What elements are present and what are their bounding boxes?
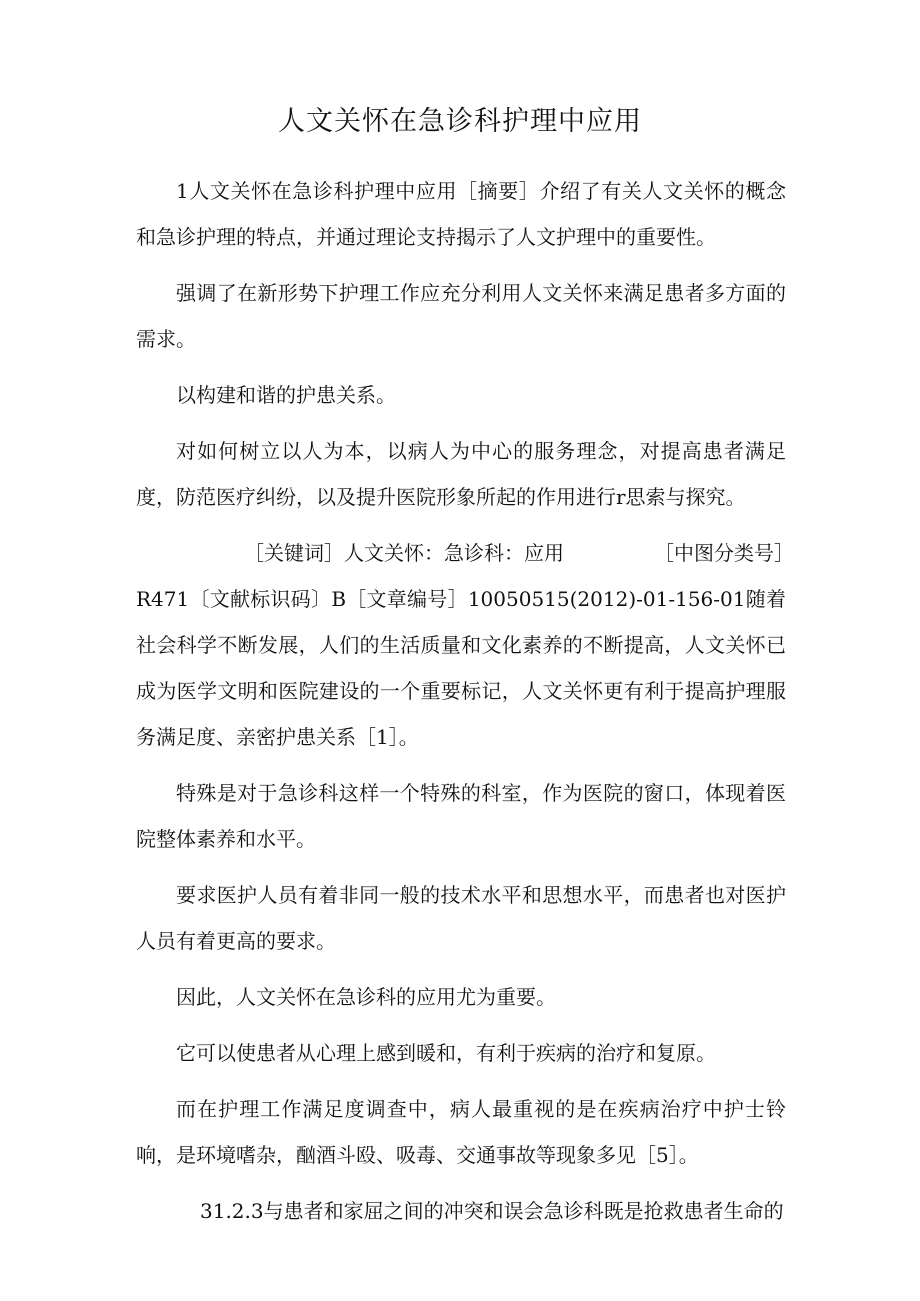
keywords-text: ［关键词］人文关怀：急诊科：应用 — [244, 541, 564, 565]
paragraph-survey: 而在护理工作满足度调查中，病人最重视的是在疾病治疗中护士铃响，是环境嗜杂，酗酒斗殴、吸毒、交通事故等现象多见［5］。 — [136, 1097, 786, 1167]
paragraph-warmth: 它可以使患者从心理上感到暖和，有利于疾病的治疗和复原。 — [176, 1041, 716, 1065]
paragraph-importance: 因此，人文关怀在急诊科的应用尤为重要。 — [176, 985, 556, 1009]
paragraph-abstract: 1人文关怀在急诊科护理中应用［摘要］介绍了有关人文关怀的概念和急诊护理的特点，并通过理论支持揭示了人文护理中的重要性。 — [136, 179, 786, 249]
paragraph-patient-centered: 对如何树立以人为本，以病人为中心的服务理念，对提高患者满足度，防范医疗纠纷，以及提升医院形象所起的作用进行r思索与探究。 — [136, 439, 786, 509]
document-title: 人文关怀在急诊科护理中应用 — [278, 106, 642, 137]
paragraph-conflict: 31.2.3与患者和家屈之间的冲突和误会急诊科既是抢救患者生命的 — [200, 1199, 784, 1223]
paragraph-special-department: 特殊是对于急诊科这样一个特殊的科室，作为医院的窗口，体现着医院整体素养和水平。 — [136, 781, 786, 851]
keywords-line — [136, 530, 794, 576]
paragraph-emphasis: 强调了在新形势下护理工作应充分利用人文关怀来满足患者多方面的需求。 — [136, 281, 786, 351]
document-body — [136, 168, 794, 1244]
classification-label: ［中图分类号］ — [654, 541, 794, 565]
paragraph-requirements: 要求医护人员有着非同一般的技术水平和思想水平，而患者也对医护人员有着更高的要求。 — [136, 883, 786, 953]
paragraph-classification-continuation: R471〔文献标识码〕B［文章编号］10050515(2012)-01-156-01随着社会科学不断发展，人们的生活质量和文化素养的不断提高，人文关怀已成为医学文明和医院建设的一个重要标记，人文关怀更有利于提高护理服务满足度、亲密护患关系［1］。 — [136, 587, 786, 749]
paragraph-harmony: 以构建和谐的护患关系。 — [176, 383, 396, 407]
